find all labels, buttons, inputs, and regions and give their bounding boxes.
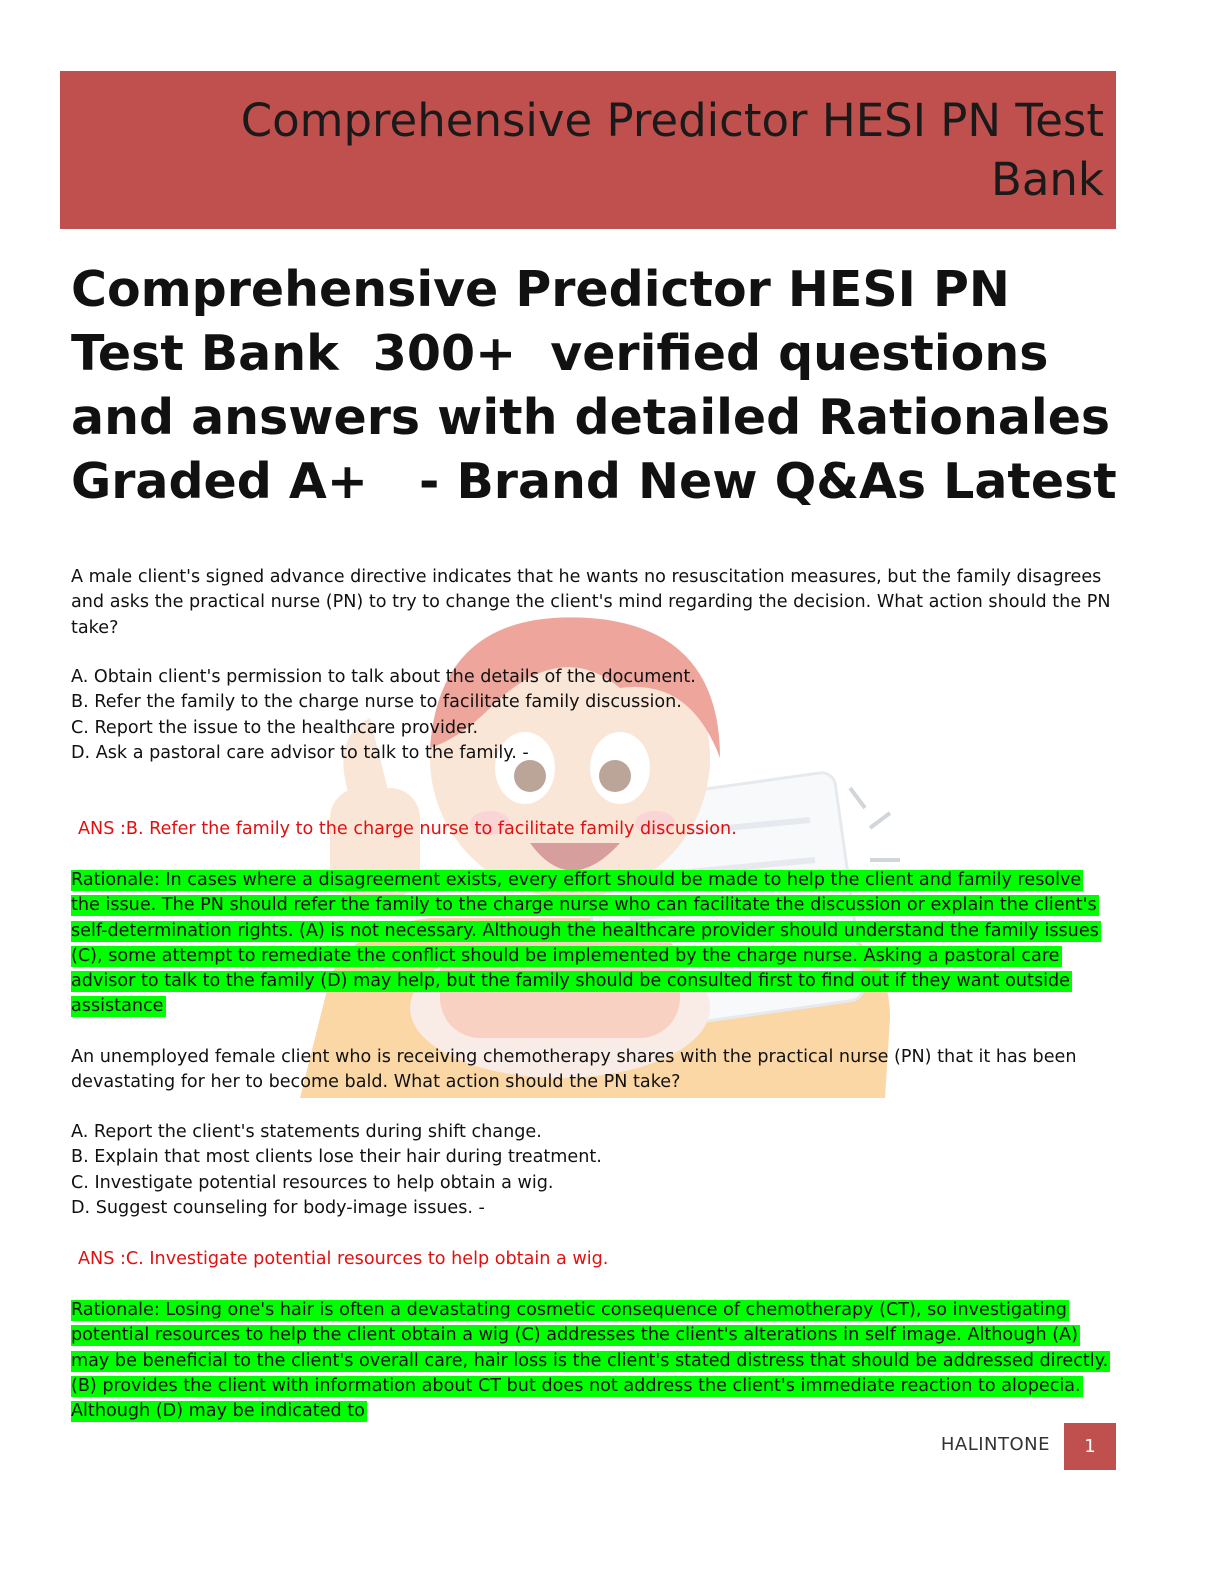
option-a: A. Report the client's statements during shift change. (71, 1122, 542, 1142)
header-title: Comprehensive Predictor HESI PN Test Bank (240, 94, 1104, 206)
option-b: B. Explain that most clients lose their hair during treatment. (71, 1147, 602, 1168)
rationale-2-text: Rationale: Losing one's hair is often a devastating cosmetic consequence of chemotherapy (CT), so investigating potential resources to help the client obtain a wig (C) addresses the client's alterations in self image. Although (A) may be beneficial to the client's overall care, hair loss is the client's stated distress that should be addressed directly. (B) provides the client with information about CT but does not address the client's immediate reaction to alopecia. Although (D) may be indicated to (71, 1300, 1109, 1422)
question-1 (71, 565, 1111, 641)
question-stem: An unemployed female client who is receiving chemotherapy shares with the practical nurse (PN) that it has been devastating for her to become bald. What action should the PN take? (71, 1047, 1077, 1093)
option-c: C. Report the issue to the healthcare provider. (71, 717, 479, 738)
page-footer (940, 1423, 1116, 1470)
option-d: D. Suggest counseling for body-image issues. - (71, 1197, 485, 1218)
question-1-options (71, 665, 1111, 766)
answer-2: ANS :C. Investigate potential resources to help obtain a wig. (78, 1249, 609, 1269)
page-number: 1 (1064, 1423, 1116, 1470)
rationale-1 (71, 868, 1111, 1020)
document-title: Comprehensive Predictor HESI PN Test Bank 300+ verified questions and answers with detailed Rationales Graded A+ - Brand New Q&As Latest (71, 261, 1128, 510)
option-b: B. Refer the family to the charge nurse to facilitate family discussion. (71, 692, 682, 713)
option-d: D. Ask a pastoral care advisor to talk to the family. - (71, 742, 529, 763)
question-stem: A male client's signed advance directive indicates that he wants no resuscitation measures, but the family disagrees and asks the practical nurse (PN) to try to change the client's mind regarding the decision. What action should the PN take? (71, 567, 1111, 638)
option-c: C. Investigate potential resources to help obtain a wig. (71, 1172, 554, 1193)
rationale-2 (71, 1298, 1111, 1424)
rationale-1-text: Rationale: In cases where a disagreement exists, every effort should be made to help the client and family resolve the issue. The PN should refer the family to the charge nurse who can facilitate the discussion or explain the client's self-determination rights. (A) is not necessary. Although the healthcare provider should understand the family issues (C), some attempt to remediate the conflict should be implemented by the charge nurse. Asking a pastoral care advisor to talk to the family (D) may help, but the family should be consulted first to find out if they want outside assistance (71, 870, 1099, 1017)
footer-label: HALINTONE (940, 1434, 1050, 1455)
answer-1: ANS :B. Refer the family to the charge nurse to facilitate family discussion. (78, 819, 737, 839)
header-band (60, 71, 1116, 229)
question-2 (71, 1045, 1111, 1096)
question-2-options (71, 1120, 1111, 1221)
option-a: A. Obtain client's permission to talk about the details of the document. (71, 667, 696, 687)
